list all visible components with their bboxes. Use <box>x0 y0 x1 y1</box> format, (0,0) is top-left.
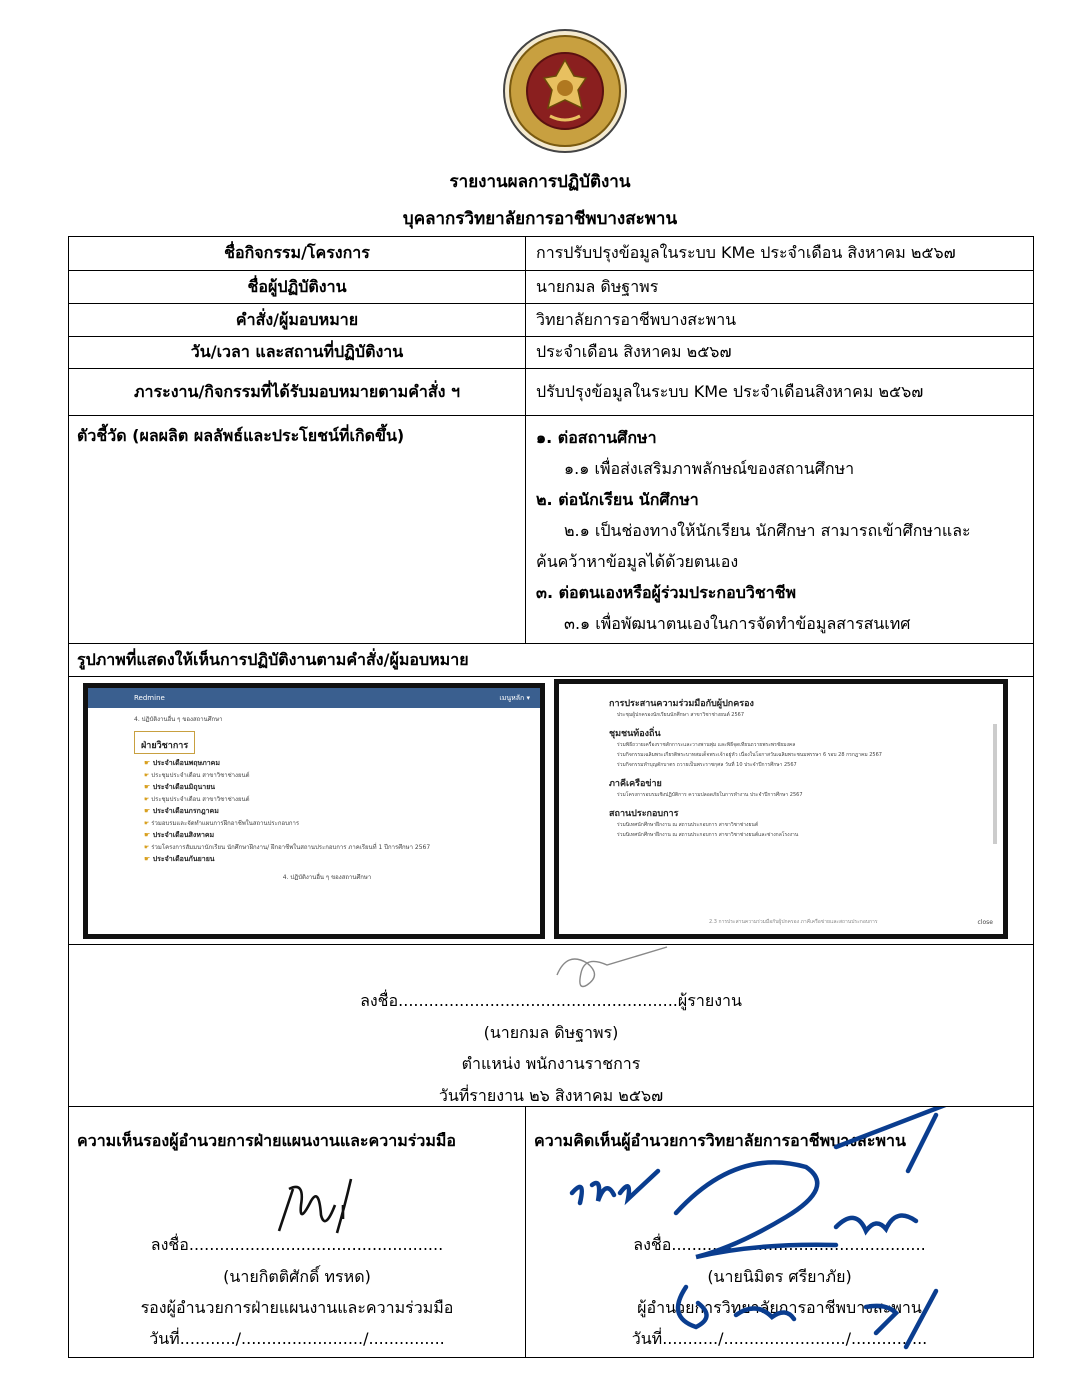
hand-pointer-icon: ☛ <box>144 831 153 839</box>
deputy-name: (นายกิตติศักดิ์ ทรหด) <box>223 1267 371 1286</box>
college-seal-logo <box>502 28 628 154</box>
mock-section-title: ฝ่ายวิชาการ <box>141 741 189 751</box>
mock-list-item <box>134 770 520 781</box>
mock-list-item <box>134 842 520 853</box>
mock-navbar <box>88 688 540 708</box>
reporter-signature-block <box>69 945 1033 1107</box>
indicator-item: ๑.๑ เพื่อส่งเสริมภาพลักษณ์ของสถานศึกษา <box>564 459 855 478</box>
mock-list-item-text: ประจำเดือนสิงหาคม <box>152 831 215 839</box>
row-label: ภาระงาน/กิจกรรมที่ได้รับมอบหมายตามคำสั่ง ฯ <box>69 369 526 415</box>
row-label: วัน/เวลา และสถานที่ปฏิบัติงาน <box>69 337 526 368</box>
director-block <box>526 1107 1033 1357</box>
mock-scrollbar <box>993 724 997 844</box>
mock-list-item <box>134 794 520 805</box>
hand-pointer-icon: ☛ <box>144 759 153 767</box>
indicator-list <box>526 416 1033 643</box>
table-row <box>69 369 1033 416</box>
mock-list-item-text: ประจำเดือนกรกฎาคม <box>152 807 219 815</box>
row-value: วิทยาลัยการอาชีพบางสะพาน <box>536 309 737 329</box>
mock-section-line: ร่วมนิเทศนักศึกษาฝึกงาน ณ สถานประกอบการ สาขาวิชาช่างยนต์ <box>617 822 759 828</box>
hand-pointer-icon: ☛ <box>144 796 152 803</box>
mock-section-line: ร่วมกิจกรรมเฉลิมพระเกียรติพระบาทสมเด็จพระเจ้าอยู่หัว เนื่องในโอกาสวันเฉลิมพระชนมพรรษา 6 รอบ 28 กรกฎาคม 2567 <box>617 752 882 758</box>
mock-list-item <box>134 853 520 866</box>
hand-pointer-icon: ☛ <box>144 820 152 827</box>
deputy-signature-image <box>265 1175 375 1241</box>
reporter-signature-image <box>547 945 677 995</box>
indicator-label: ตัวชี้วัด (ผลผลิต ผลลัพธ์และประโยชน์ที่เกิดขึ้น) <box>69 416 526 643</box>
report-subtitle: บุคลากรวิทยาลัยการอาชีพบางสะพาน <box>402 209 678 229</box>
mock-close-button: close <box>977 919 993 926</box>
hand-pointer-icon: ☛ <box>144 855 153 863</box>
indicator-item-continued: ค้นคว้าหาข้อมูลได้ด้วยตนเอง <box>536 552 739 571</box>
reporter-position: ตำแหน่ง พนักงานราชการ <box>461 1054 641 1073</box>
row-label: คำสั่ง/ผู้มอบหมาย <box>69 304 526 336</box>
director-sign-line: ลงชื่อ.................................................. <box>633 1235 926 1254</box>
indicator-heading: ๑. ต่อสถานศึกษา <box>536 428 657 447</box>
director-heading: ความคิดเห็นผู้อำนวยการวิทยาลัยการอาชีพบางสะพาน <box>534 1131 906 1150</box>
approval-row <box>69 1107 1033 1357</box>
mock-list-item <box>134 757 520 770</box>
mock-section-line: ร่วมนิเทศนักศึกษาฝึกงาน ณ สถานประกอบการ สาขาวิชาช่างยนต์และช่างกลโรงงาน <box>617 832 799 838</box>
mock-list-item <box>134 805 520 818</box>
hand-pointer-icon: ☛ <box>144 783 153 791</box>
director-date-line: วันที่.........../......................../............... <box>631 1329 928 1348</box>
mock-breadcrumb: 4. ปฏิบัติงานอื่น ๆ ของสถานศึกษา <box>134 716 223 723</box>
screenshot-left <box>83 683 545 939</box>
screenshot-right <box>554 679 1008 939</box>
mock-section-heading: สถานประกอบการ <box>609 809 679 819</box>
row-label: ชื่อกิจกรรม/โครงการ <box>69 237 526 270</box>
mock-list-item-text: ประจำเดือนพฤษภาคม <box>152 759 220 767</box>
mock-section-line: ร่วมโครงการอบรมเชิงปฏิบัติการ ความปลอดภัยในการทำงาน ประจำปีการศึกษา 2567 <box>617 792 803 798</box>
mock-section-line: ร่วมพิธีถวายเครื่องราชสักการะและวางพานพุ่ม และพิธีจุดเทียนถวายพระพรชัยมงคล <box>617 742 796 748</box>
report-date: วันที่รายงาน ๒๖ สิงหาคม ๒๕๖๗ <box>438 1086 664 1105</box>
mock-list-item-text: ประจำเดือนกันยายน <box>152 855 215 863</box>
mock-footer: 4. ปฏิบัติงานอื่น ๆ ของสถานศึกษา <box>282 874 372 881</box>
reporter-sign-line: ลงชื่อ.......................................................ผู้รายงาน <box>360 991 742 1010</box>
hand-pointer-icon: ☛ <box>144 844 152 851</box>
indicator-heading: ๓. ต่อตนเองหรือผู้ร่วมประกอบวิชาชีพ <box>536 583 797 602</box>
picture-heading: รูปภาพที่แสดงให้เห็นการปฏิบัติงานตามคำสั่ง/ผู้มอบหมาย <box>69 644 1033 677</box>
indicator-item: ๒.๑ เป็นช่องทางให้นักเรียน นักศึกษา สามารถเข้าศึกษาและ <box>564 521 971 540</box>
row-value: นายกมล ดิษฐาพร <box>536 276 659 296</box>
row-value: ประจำเดือน สิงหาคม ๒๕๖๗ <box>536 342 732 361</box>
mock-list-item <box>134 781 520 794</box>
table-row <box>69 271 1033 304</box>
director-position: ผู้อำนวยการวิทยาลัยการอาชีพบางสะพาน <box>637 1298 922 1317</box>
indicator-item: ๓.๑ เพื่อพัฒนาตนเองในการจัดทำข้อมูลสารสนเทศ <box>564 614 911 633</box>
reporter-name: (นายกมล ดิษฐาพร) <box>483 1023 619 1042</box>
mock-section-line: ร่วมกิจกรรมทำบุญตักบาตร ถวายเป็นพระราชกุศล วันที่ 10 ประจำปีการศึกษา 2567 <box>617 762 797 768</box>
mock-list-item-text: ร่วมโครงการสัมมนานักเรียน นักศึกษาฝึกงาน/ ฝึกอาชีพในสถานประกอบการ ภาคเรียนที่ 1 ปีการศึกษา 2567 <box>151 844 431 851</box>
mock-section-heading: ชุมชนท้องถิ่น <box>609 729 661 739</box>
table-row <box>69 337 1033 369</box>
mock-footer: 2.3 การประสานความร่วมมือกับผู้ปกครอง ภาคีเครือข่ายและสถานประกอบการ <box>709 919 878 925</box>
director-handwritten-annotation <box>536 1107 1026 1355</box>
mock-list-item-text: ประชุมประจำเดือน สาขาวิชาช่างยนต์ <box>151 796 250 803</box>
row-label: ชื่อผู้ปฏิบัติงาน <box>69 271 526 303</box>
hand-pointer-icon: ☛ <box>144 772 152 779</box>
indicator-heading: ๒. ต่อนักเรียน นักศึกษา <box>536 490 699 509</box>
table-row <box>69 304 1033 337</box>
mock-section-heading: การประสานความร่วมมือกับผู้ปกครอง <box>609 699 754 709</box>
table-row <box>69 237 1033 271</box>
deputy-date-line: วันที่.........../......................../............... <box>149 1329 445 1348</box>
report-title: รายงานผลการปฏิบัติงาน <box>449 172 631 192</box>
deputy-director-block <box>69 1107 526 1357</box>
mock-app-name: Redmine <box>134 694 165 702</box>
deputy-position: รองผู้อำนวยการฝ่ายแผนงานและความร่วมมือ <box>140 1298 454 1317</box>
deputy-sign-line: ลงชื่อ.................................................. <box>150 1235 444 1254</box>
deputy-heading: ความเห็นรองผู้อำนวยการฝ่ายแผนงานและความร่วมมือ <box>77 1131 457 1150</box>
mock-list-item <box>134 818 520 829</box>
row-value: ปรับปรุงข้อมูลในระบบ KMe ประจำเดือนสิงหาคม ๒๕๖๗ <box>536 381 924 401</box>
director-name: (นายนิมิตร ศรียาภัย) <box>707 1267 852 1286</box>
mock-list-item <box>134 829 520 842</box>
hand-pointer-icon: ☛ <box>144 807 153 815</box>
indicator-row <box>69 416 1033 644</box>
report-table <box>68 236 1034 1358</box>
mock-list-item-text: ประจำเดือนมิถุนายน <box>152 783 216 791</box>
screenshots-row <box>69 677 1033 945</box>
mock-menu: เมนูหลัก ▾ <box>499 693 530 702</box>
mock-list-item-text: ร่วมอบรมและจัดทำแผนการฝึกอาชีพในสถานประกอบการ <box>151 820 300 827</box>
row-value: การปรับปรุงข้อมูลในระบบ KMe ประจำเดือน สิงหาคม ๒๕๖๗ <box>536 243 956 262</box>
mock-section-heading: ภาคีเครือข่าย <box>609 779 662 789</box>
mock-section-line: ประชุมผู้ปกครองนักเรียนนักศึกษา สาขาวิชาช่างยนต์ 2567 <box>617 712 745 718</box>
mock-list-item-text: ประชุมประจำเดือน สาขาวิชาช่างยนต์ <box>151 772 250 779</box>
